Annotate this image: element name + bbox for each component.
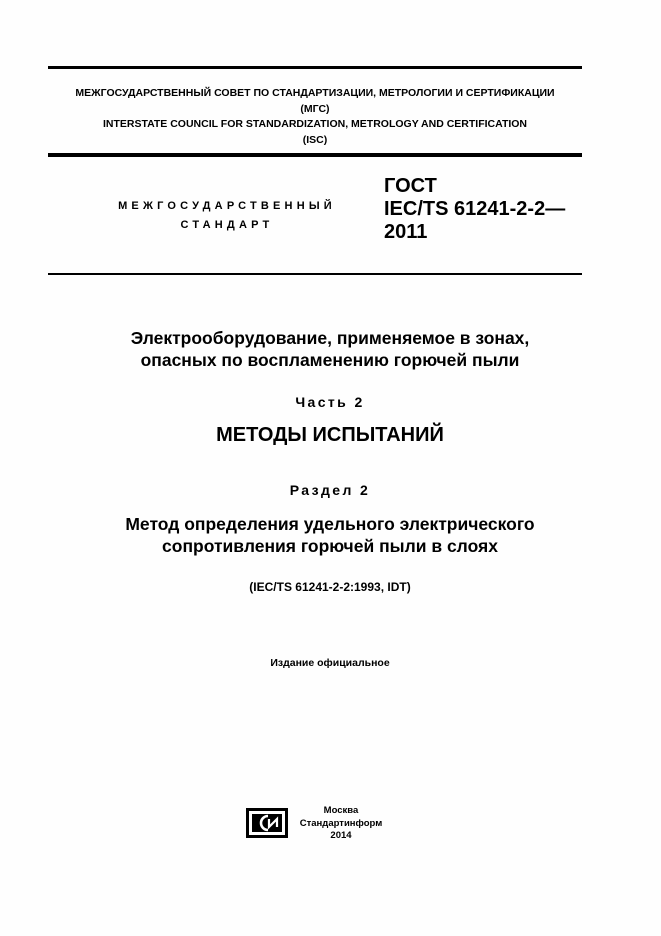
section-title-line2: сопротивления горючей пыли в слоях	[162, 536, 498, 556]
document-title	[40, 327, 620, 371]
code-rule	[48, 273, 582, 275]
standard-code-line3: 2011	[384, 221, 428, 243]
standard-code	[384, 175, 565, 244]
publisher-city: Москва	[323, 805, 359, 816]
part-title: МЕТОДЫ ИСПЫТАНИЙ	[216, 424, 444, 446]
council-abbr-ru: (МГС)	[300, 102, 330, 115]
standard-label-line2: СТАНДАРТ	[180, 219, 274, 231]
council-header	[48, 86, 582, 148]
interstate-standard-label	[96, 197, 358, 235]
publisher-year: 2014	[330, 830, 352, 841]
standard-code-line2: IEC/TS 61241-2-2—	[384, 198, 566, 220]
standard-code-line1: ГОСТ	[384, 175, 437, 197]
header-rule	[48, 153, 582, 157]
council-name-ru: МЕЖГОСУДАРСТВЕННЫЙ СОВЕТ ПО СТАНДАРТИЗАЦИИ, МЕТРОЛОГИИ И СЕРТИФИКАЦИИ	[75, 87, 555, 99]
edition-note: Издание официальное	[270, 657, 390, 669]
title-line2: опасных по воспламенению горючей пыли	[140, 350, 520, 370]
publisher-info	[296, 805, 386, 843]
council-name-en: INTERSTATE COUNCIL FOR STANDARDIZATION, METROLOGY AND CERTIFICATION	[102, 118, 528, 130]
top-rule	[48, 66, 582, 69]
title-line1: Электрооборудование, применяемое в зонах,	[130, 328, 530, 348]
standartinform-logo-icon	[246, 808, 288, 838]
council-abbr-en: (ISC)	[302, 133, 328, 146]
part-label: Часть 2	[295, 394, 365, 410]
iec-reference: (IEC/TS 61241-2-2:1993, IDT)	[249, 580, 411, 594]
publisher-name: Стандартинформ	[299, 817, 383, 829]
section-label: Раздел 2	[289, 482, 371, 498]
section-title-line1: Метод определения удельного электрического	[125, 514, 535, 534]
section-title	[40, 513, 620, 557]
standard-label-line1: МЕЖГОСУДАРСТВЕННЫЙ	[118, 200, 336, 212]
